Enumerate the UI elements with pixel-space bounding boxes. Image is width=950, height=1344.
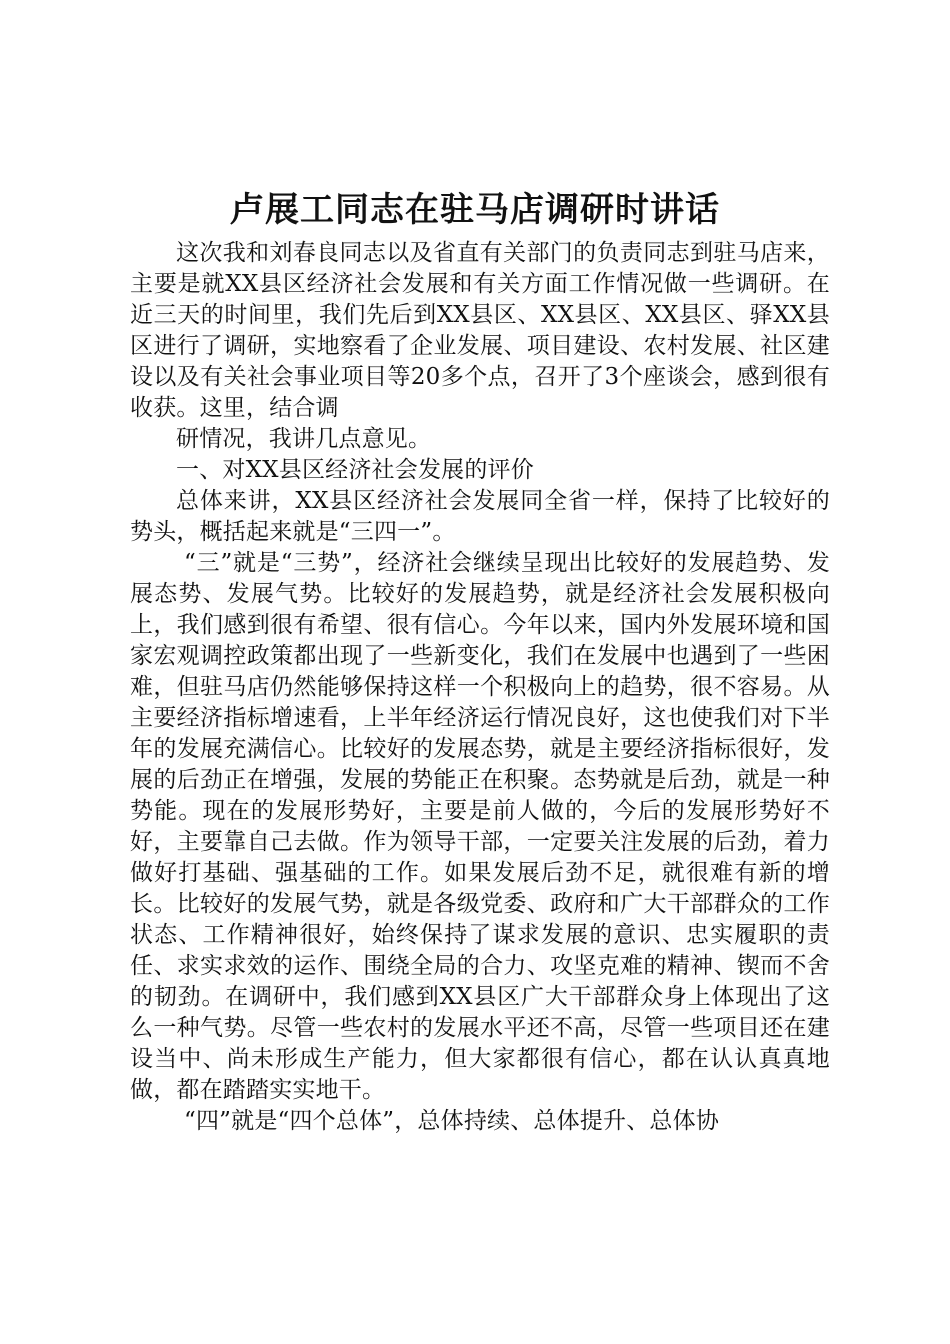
paragraph-four-overall: “四”就是“四个总体”，总体持续、总体提升、总体协 [184,1108,720,1134]
paragraph-intro: 这次我和刘春良同志以及省直有关部门的负责同志到驻马店来，主要是就XX县区经济社会发展和有关方面工作情况做一些调研。在近三天的时间里，我们先后到XX县区、XX县区、XX县区、驿XX县区进行了调研，实地察看了企业发展、项目建设、农村发展、社区建设以及有关社会事业项目等20多个点，召开了3个座谈会，感到很有收获。这里，结合调 [130,240,830,421]
document-title: 卢展工同志在驻马店调研时讲话 [230,190,720,230]
section-heading-evaluation: 一、对XX县区经济社会发展的评价 [176,457,534,483]
document-body [130,238,830,1137]
paragraph-intro-continued: 研情况，我讲几点意见。 [176,426,432,452]
paragraph-three-trends: “三”就是“三势”，经济社会继续呈现出比较好的发展趋势、发展态势、发展气势。比较好的发展趋势，就是经济社会发展积极向上，我们感到很有希望、很有信心。今年以来，国内外发展环境和国家宏观调控政策都出现了一些新变化，我们在发展中也遇到了一些困难，但驻马店仍然能够保持这样一个积极向上的趋势，很不容易。从主要经济指标增速看，上半年经济运行情况良好，这也使我们对下半年的发展充满信心。比较好的发展态势，就是主要经济指标很好，发展的后劲正在增强，发展的势能正在积聚。态势就是后劲，就是一种势能。现在的发展形势好，主要是前人做的，今后的发展形势好不好，主要靠自己去做。作为领导干部，一定要关注发展的后劲，着力做好打基础、强基础的工作。如果发展后劲不足，就很难有新的增长。比较好的发展气势，就是各级党委、政府和广大干部群众的工作状态、工作精神很好，始终保持了谋求发展的意识、忠实履职的责任、求实求效的运作、围绕全局的合力、攻坚克难的精神、锲而不舍的韧劲。在调研中，我们感到XX县区广大干部群众身上体现出了这么一种气势。尽管一些农村的发展水平还不高，尽管一些项目还在建设当中、尚未形成生产能力，但大家都很有信心，都在认认真真地做，都在踏踏实实地干。 [130,550,830,1103]
paragraph-overall: 总体来讲，XX县区经济社会发展同全省一样，保持了比较好的势头，概括起来就是“三四一”。 [130,488,830,545]
